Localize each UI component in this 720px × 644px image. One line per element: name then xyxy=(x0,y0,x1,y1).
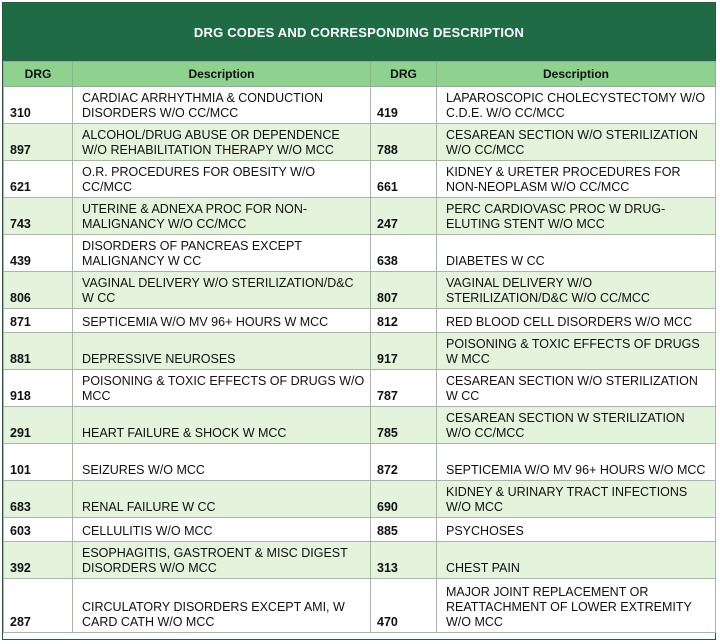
drg-description-left: UTERINE & ADNEXA PROC FOR NON-MALIGNANCY W/O CC/MCC xyxy=(73,198,371,235)
drg-description-right: PSYCHOSES xyxy=(437,518,716,542)
drg-code-left: 392 xyxy=(4,542,73,579)
drg-code-right: 885 xyxy=(371,518,437,542)
drg-description-right: CESAREAN SECTION W STERILIZATION W/O CC/MCC xyxy=(437,407,716,444)
table-row xyxy=(4,444,716,481)
drg-description-right: CESAREAN SECTION W/O STERILIZATION W CC xyxy=(437,370,716,407)
drg-description-right: MAJOR JOINT REPLACEMENT OR REATTACHMENT OF LOWER EXTREMITY W/O MCC xyxy=(437,579,716,633)
drg-code-left: 881 xyxy=(4,333,73,370)
drg-description-left: RENAL FAILURE W CC xyxy=(73,481,371,518)
drg-description-right: LAPAROSCOPIC CHOLECYSTECTOMY W/O C.D.E. W/O CC/MCC xyxy=(437,87,716,124)
table-row xyxy=(4,235,716,272)
drg-code-right: 638 xyxy=(371,235,437,272)
drg-code-right: 661 xyxy=(371,161,437,198)
drg-description-left: DEPRESSIVE NEUROSES xyxy=(73,333,371,370)
drg-description-right: SEPTICEMIA W/O MV 96+ HOURS W/O MCC xyxy=(437,444,716,481)
drg-description-left: ALCOHOL/DRUG ABUSE OR DEPENDENCE W/O REHABILITATION THERAPY W/O MCC xyxy=(73,124,371,161)
table-row xyxy=(4,370,716,407)
header-drg-right: DRG xyxy=(371,62,437,87)
table-row xyxy=(4,481,716,518)
drg-code-right: 807 xyxy=(371,272,437,309)
drg-code-right: 917 xyxy=(371,333,437,370)
drg-description-left: CIRCULATORY DISORDERS EXCEPT AMI, W CARD CATH W/O MCC xyxy=(73,579,371,633)
header-description-right: Description xyxy=(437,62,716,87)
drg-description-left: ESOPHAGITIS, GASTROENT & MISC DIGEST DISORDERS W/O MCC xyxy=(73,542,371,579)
drg-description-right: RED BLOOD CELL DISORDERS W/O MCC xyxy=(437,309,716,333)
header-description-left: Description xyxy=(73,62,371,87)
table-row xyxy=(4,198,716,235)
drg-description-right: CHEST PAIN xyxy=(437,542,716,579)
drg-code-left: 287 xyxy=(4,579,73,633)
drg-code-right: 247 xyxy=(371,198,437,235)
drg-code-right: 872 xyxy=(371,444,437,481)
drg-description-right: PERC CARDIOVASC PROC W DRUG-ELUTING STENT W/O MCC xyxy=(437,198,716,235)
drg-code-right: 419 xyxy=(371,87,437,124)
drg-code-left: 603 xyxy=(4,518,73,542)
drg-description-right: VAGINAL DELIVERY W/O STERILIZATION/D&C W/O CC/MCC xyxy=(437,272,716,309)
table-row xyxy=(4,518,716,542)
drg-code-left: 743 xyxy=(4,198,73,235)
drg-code-right: 313 xyxy=(371,542,437,579)
drg-code-left: 683 xyxy=(4,481,73,518)
table-row xyxy=(4,542,716,579)
table-row xyxy=(4,87,716,124)
table-row xyxy=(4,161,716,198)
table-row xyxy=(4,333,716,370)
drg-description-left: SEIZURES W/O MCC xyxy=(73,444,371,481)
drg-description-left: DISORDERS OF PANCREAS EXCEPT MALIGNANCY W CC xyxy=(73,235,371,272)
drg-code-right: 788 xyxy=(371,124,437,161)
drg-description-right: KIDNEY & URINARY TRACT INFECTIONS W/O MCC xyxy=(437,481,716,518)
drg-code-right: 812 xyxy=(371,309,437,333)
drg-code-left: 101 xyxy=(4,444,73,481)
drg-description-right: DIABETES W CC xyxy=(437,235,716,272)
drg-description-left: SEPTICEMIA W/O MV 96+ HOURS W MCC xyxy=(73,309,371,333)
drg-code-right: 690 xyxy=(371,481,437,518)
header-row xyxy=(4,62,716,87)
table-row xyxy=(4,407,716,444)
drg-description-right: KIDNEY & URETER PROCEDURES FOR NON-NEOPLASM W/O CC/MCC xyxy=(437,161,716,198)
drg-code-left: 918 xyxy=(4,370,73,407)
header-drg-left: DRG xyxy=(4,62,73,87)
drg-description-left: CARDIAC ARRHYTHMIA & CONDUCTION DISORDERS W/O CC/MCC xyxy=(73,87,371,124)
drg-description-left: CELLULITIS W/O MCC xyxy=(73,518,371,542)
table-row xyxy=(4,579,716,633)
drg-code-left: 621 xyxy=(4,161,73,198)
drg-description-left: VAGINAL DELIVERY W/O STERILIZATION/D&C W CC xyxy=(73,272,371,309)
table-row xyxy=(4,124,716,161)
drg-description-left: O.R. PROCEDURES FOR OBESITY W/O CC/MCC xyxy=(73,161,371,198)
drg-code-left: 439 xyxy=(4,235,73,272)
drg-table xyxy=(3,61,716,633)
drg-code-right: 785 xyxy=(371,407,437,444)
drg-description-right: CESAREAN SECTION W/O STERILIZATION W/O CC/MCC xyxy=(437,124,716,161)
table-row xyxy=(4,309,716,333)
drg-code-right: 787 xyxy=(371,370,437,407)
drg-description-right: POISONING & TOXIC EFFECTS OF DRUGS W MCC xyxy=(437,333,716,370)
drg-code-left: 871 xyxy=(4,309,73,333)
drg-description-left: HEART FAILURE & SHOCK W MCC xyxy=(73,407,371,444)
drg-code-right: 470 xyxy=(371,579,437,633)
table-row xyxy=(4,272,716,309)
drg-table-card xyxy=(2,2,716,640)
drg-description-left: POISONING & TOXIC EFFECTS OF DRUGS W/O MCC xyxy=(73,370,371,407)
drg-code-left: 291 xyxy=(4,407,73,444)
drg-code-left: 310 xyxy=(4,87,73,124)
drg-code-left: 897 xyxy=(4,124,73,161)
table-title: DRG CODES AND CORRESPONDING DESCRIPTION xyxy=(3,3,715,61)
drg-code-left: 806 xyxy=(4,272,73,309)
